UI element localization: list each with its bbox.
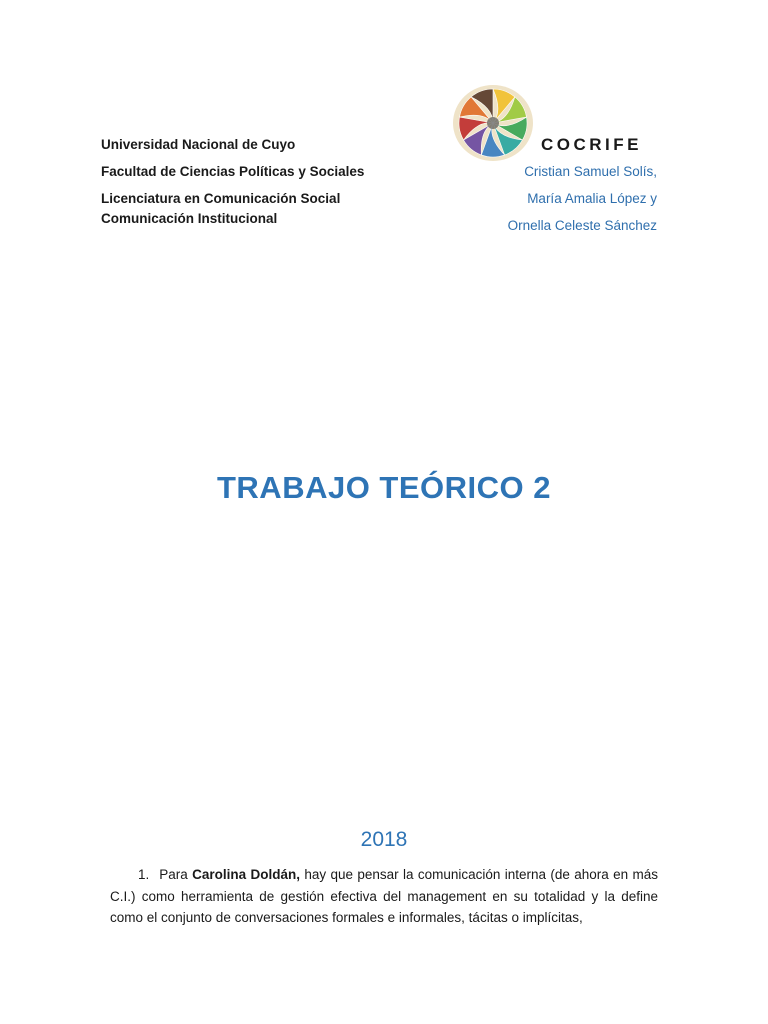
institution-line-1: Universidad Nacional de Cuyo	[101, 137, 296, 152]
author-line-3: Ornella Celeste Sánchez	[507, 218, 657, 233]
institution-line-2: Facultad de Ciencias Políticas y Sociales	[101, 164, 365, 179]
institution-line-4: Comunicación Institucional	[101, 211, 278, 226]
cocrife-logo-icon	[452, 84, 534, 162]
institution-line-3: Licenciatura en Comunicación Social	[101, 191, 341, 206]
author-name-bold: Carolina Doldán,	[192, 867, 301, 882]
author-line-1: Cristian Samuel Solís,	[524, 164, 657, 179]
paragraph-text: hay que pensar la comunicación interna (de ahora en más C.I.) como herramienta de gestión efectiva del management en su totalidad y la define como el conjunto de conversaciones formales e informales, tácitas o implícitas,	[110, 867, 658, 925]
document-title: TRABAJO TEÓRICO 2	[216, 470, 552, 505]
paragraph-intro: Para	[159, 867, 193, 882]
body-paragraph	[110, 864, 658, 929]
list-number: 1.	[138, 867, 150, 882]
brand-name: COCRIFE	[541, 135, 642, 154]
author-line-2: María Amalia López y	[527, 191, 657, 206]
document-year: 2018	[360, 828, 408, 851]
